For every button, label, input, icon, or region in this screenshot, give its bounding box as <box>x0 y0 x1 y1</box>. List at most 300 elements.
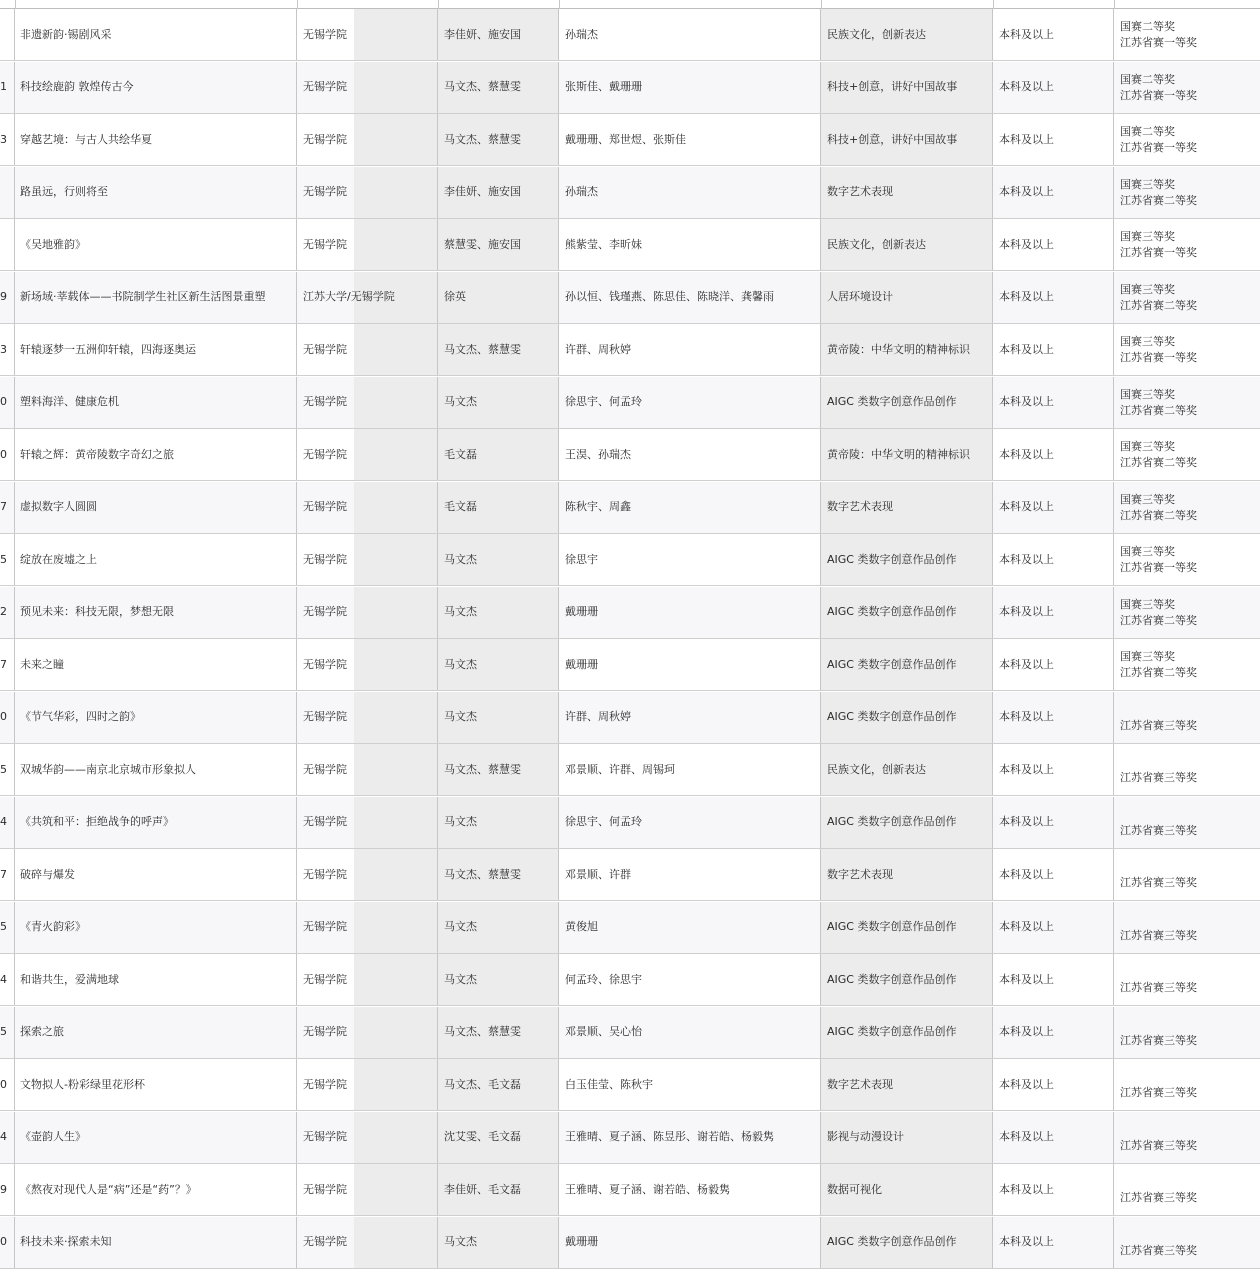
education-level: 本科及以上 <box>999 1025 1054 1038</box>
student-authors: 孙瑞杰 <box>565 185 598 198</box>
competition-category: 科技+创意，讲好中国故事 <box>827 80 958 93</box>
student-authors: 黄俊旭 <box>565 920 598 933</box>
provincial-award: 江苏省赛二等奖 <box>1120 403 1197 417</box>
school-cell <box>297 954 438 1005</box>
education-level: 本科及以上 <box>999 552 1054 566</box>
competition-category-cell <box>821 9 993 60</box>
advisor-teachers-cell <box>438 639 559 690</box>
school: 无锡学院 <box>303 80 347 93</box>
provincial-award: 江苏省赛二等奖 <box>1120 613 1197 627</box>
student-authors-cell <box>559 1007 821 1058</box>
student-authors: 徐思宇、何孟玲 <box>565 815 642 828</box>
competition-category: 数字艺术表现 <box>827 185 893 198</box>
education-level-cell <box>993 167 1114 218</box>
student-authors: 王雅晴、夏子涵、谢若皓、杨毅隽 <box>565 1182 730 1196</box>
competition-category: 科技+创意，讲好中国故事 <box>827 132 958 146</box>
provincial-award: 江苏省赛二等奖 <box>1120 193 1197 207</box>
national-award <box>1120 1017 1260 1033</box>
student-authors: 邓景顺、吴心怡 <box>565 1025 642 1038</box>
education-level: 本科及以上 <box>999 762 1054 776</box>
provincial-award: 江苏省赛三等奖 <box>1120 876 1197 889</box>
competition-category: 数据可视化 <box>827 1182 882 1196</box>
table-row <box>0 9 1260 61</box>
student-authors: 许群、周秋婷 <box>565 710 631 723</box>
education-level: 本科及以上 <box>999 815 1054 828</box>
competition-category-cell <box>821 429 993 480</box>
school-cell <box>297 534 438 585</box>
award-cell <box>1114 1059 1260 1110</box>
competition-category-cell <box>821 62 993 113</box>
school-cell <box>297 429 438 480</box>
award-cell <box>1114 954 1260 1005</box>
education-level-cell <box>993 9 1114 60</box>
advisor-teachers: 蔡慧雯、施安国 <box>444 237 521 251</box>
education-level: 本科及以上 <box>999 867 1054 881</box>
row-number-cell <box>0 9 15 60</box>
student-authors: 张斯佳、戴珊珊 <box>565 80 642 93</box>
national-award <box>1120 964 1260 980</box>
provincial-award: 江苏省赛三等奖 <box>1120 1033 1197 1047</box>
work-title: 未来之瞳 <box>20 657 64 671</box>
student-authors-cell <box>559 1217 821 1268</box>
education-level-cell <box>993 639 1114 690</box>
school: 无锡学院 <box>303 447 347 461</box>
student-authors: 戴珊珊 <box>565 605 598 618</box>
work-title: 《共筑和平：拒绝战争的呼声》 <box>20 815 174 828</box>
work-title-cell <box>15 1217 297 1268</box>
row-number-cell <box>0 219 15 270</box>
competition-category: AIGC 类数字创意作品创作 <box>827 815 957 828</box>
table-row <box>0 62 1260 114</box>
table-row <box>0 219 1260 271</box>
school-cell <box>297 167 438 218</box>
advisor-teachers: 李佳妍、施安国 <box>444 185 521 198</box>
award-cell <box>1114 9 1260 60</box>
work-title: 探索之旅 <box>20 1025 64 1038</box>
provincial-award: 江苏省赛三等奖 <box>1120 1243 1197 1257</box>
row-number-cell <box>0 377 15 428</box>
award-cell <box>1114 849 1260 900</box>
student-authors-cell <box>559 272 821 323</box>
student-authors-cell <box>559 429 821 480</box>
competition-category: AIGC 类数字创意作品创作 <box>827 395 957 408</box>
education-level-cell <box>993 692 1114 743</box>
provincial-award: 江苏省赛三等奖 <box>1120 1191 1197 1204</box>
education-level-cell <box>993 587 1114 638</box>
student-authors-cell <box>559 639 821 690</box>
competition-category: AIGC 类数字创意作品创作 <box>827 605 957 618</box>
provincial-award: 江苏省赛一等奖 <box>1120 88 1197 102</box>
competition-category-cell <box>821 797 993 848</box>
advisor-teachers-cell <box>438 377 559 428</box>
education-level: 本科及以上 <box>999 605 1054 618</box>
row-number-cell <box>0 167 15 218</box>
education-level: 本科及以上 <box>999 27 1054 41</box>
table-row <box>0 272 1260 324</box>
work-title: 轩辕逐梦一五洲仰轩辕，四海逐奥运 <box>20 342 196 356</box>
national-award: 国赛二等奖 <box>1120 20 1175 33</box>
student-authors-cell <box>559 167 821 218</box>
student-authors-cell <box>559 954 821 1005</box>
work-title-cell <box>15 744 297 795</box>
work-title: 虚拟数字人圆圆 <box>20 500 97 513</box>
competition-category: 黄帝陵：中华文明的精神标识 <box>827 342 970 356</box>
advisor-teachers: 马文杰 <box>444 710 477 723</box>
row-number: 5 <box>0 920 7 933</box>
competition-category-cell <box>821 1007 993 1058</box>
competition-category-cell <box>821 692 993 743</box>
student-authors-cell <box>559 849 821 900</box>
competition-category-cell <box>821 324 993 375</box>
work-title-cell <box>15 429 297 480</box>
table-row <box>0 692 1260 744</box>
work-title: 科技未来·探索未知 <box>20 1235 112 1248</box>
competition-category: 影视与动漫设计 <box>827 1130 904 1143</box>
student-authors: 戴珊珊 <box>565 657 598 671</box>
table-row <box>0 797 1260 849</box>
competition-category-cell <box>821 167 993 218</box>
school: 无锡学院 <box>303 762 347 776</box>
advisor-teachers: 李佳妍、毛文磊 <box>444 1182 521 1196</box>
national-award <box>1120 754 1260 770</box>
row-number: 4 <box>0 815 7 828</box>
education-level: 本科及以上 <box>999 657 1054 671</box>
advisor-teachers-cell <box>438 587 559 638</box>
competition-category-cell <box>821 272 993 323</box>
student-authors-cell <box>559 62 821 113</box>
advisor-teachers: 毛文磊 <box>444 447 477 461</box>
award-cell <box>1114 534 1260 585</box>
advisor-teachers: 马文杰 <box>444 815 477 828</box>
school-cell <box>297 902 438 953</box>
advisor-teachers: 马文杰 <box>444 605 477 618</box>
provincial-award: 江苏省赛一等奖 <box>1120 246 1197 259</box>
student-authors-cell <box>559 1164 821 1215</box>
school: 无锡学院 <box>303 237 347 251</box>
school-cell <box>297 587 438 638</box>
student-authors-cell <box>559 797 821 848</box>
competition-category: 民族文化，创新表达 <box>827 237 926 251</box>
work-title-cell <box>15 219 297 270</box>
row-number-cell <box>0 692 15 743</box>
provincial-award: 江苏省赛三等奖 <box>1120 981 1197 994</box>
education-level-cell <box>993 797 1114 848</box>
student-authors: 戴珊珊、郑世煜、张斯佳 <box>565 132 686 146</box>
national-award <box>1120 702 1260 718</box>
award-cell <box>1114 1112 1260 1163</box>
award-cell <box>1114 429 1260 480</box>
school-cell <box>297 1217 438 1268</box>
education-level: 本科及以上 <box>999 1130 1054 1143</box>
work-title-cell <box>15 9 297 60</box>
school: 无锡学院 <box>303 1077 347 1091</box>
advisor-teachers: 徐英 <box>444 290 466 303</box>
education-level: 本科及以上 <box>999 395 1054 408</box>
school-cell <box>297 62 438 113</box>
school-cell <box>297 377 438 428</box>
row-number: 0 <box>0 395 7 408</box>
competition-category-cell <box>821 849 993 900</box>
award-cell <box>1114 902 1260 953</box>
student-authors-cell <box>559 9 821 60</box>
table-row <box>0 1112 1260 1164</box>
work-title-cell <box>15 692 297 743</box>
school: 无锡学院 <box>303 27 347 41</box>
award-cell <box>1114 1164 1260 1215</box>
competition-category-cell <box>821 219 993 270</box>
work-title-cell <box>15 534 297 585</box>
award-cell <box>1114 272 1260 323</box>
advisor-teachers-cell <box>438 1007 559 1058</box>
work-title: 《壶韵人生》 <box>20 1130 86 1143</box>
row-number: 3 <box>0 342 7 356</box>
work-title: 科技绘鹿韵 敦煌传古今 <box>20 80 134 93</box>
row-number: 7 <box>0 657 7 671</box>
advisor-teachers: 马文杰 <box>444 657 477 671</box>
table-row <box>0 744 1260 796</box>
table-row <box>0 1217 1260 1269</box>
advisor-teachers: 马文杰、毛文磊 <box>444 1077 521 1091</box>
advisor-teachers-cell <box>438 482 559 533</box>
education-level-cell <box>993 482 1114 533</box>
education-level: 本科及以上 <box>999 920 1054 933</box>
row-number: 3 <box>0 132 7 146</box>
competition-category: AIGC 类数字创意作品创作 <box>827 710 957 723</box>
student-authors-cell <box>559 534 821 585</box>
competition-category-cell <box>821 1164 993 1215</box>
competition-category-cell <box>821 954 993 1005</box>
school: 无锡学院 <box>303 710 347 723</box>
work-title: 双城华韵——南京北京城市形象拟人 <box>20 762 196 776</box>
school: 无锡学院 <box>303 605 347 618</box>
national-award: 国赛三等奖 <box>1120 177 1175 191</box>
education-level: 本科及以上 <box>999 132 1054 146</box>
advisor-teachers-cell <box>438 797 559 848</box>
work-title-cell <box>15 954 297 1005</box>
row-number-cell <box>0 849 15 900</box>
competition-category-cell <box>821 534 993 585</box>
table-row <box>0 534 1260 586</box>
student-authors: 许群、周秋婷 <box>565 342 631 356</box>
student-authors-cell <box>559 377 821 428</box>
advisor-teachers: 马文杰、蔡慧雯 <box>444 867 521 881</box>
student-authors: 戴珊珊 <box>565 1235 598 1248</box>
table-row <box>0 587 1260 639</box>
row-number-cell <box>0 272 15 323</box>
competition-category-cell <box>821 639 993 690</box>
competition-category: AIGC 类数字创意作品创作 <box>827 1235 957 1248</box>
award-cell <box>1114 744 1260 795</box>
work-title: 穿越艺境：与古人共绘华夏 <box>20 132 152 146</box>
national-award <box>1120 1227 1260 1243</box>
student-authors: 王淏、孙瑞杰 <box>565 447 631 461</box>
advisor-teachers-cell <box>438 114 559 165</box>
student-authors-cell <box>559 324 821 375</box>
row-number: 4 <box>0 1130 7 1143</box>
row-number: 5 <box>0 552 7 566</box>
education-level: 本科及以上 <box>999 447 1054 461</box>
education-level-cell <box>993 1112 1114 1163</box>
award-cell <box>1114 587 1260 638</box>
school-cell <box>297 272 438 323</box>
education-level: 本科及以上 <box>999 710 1054 723</box>
advisor-teachers-cell <box>438 9 559 60</box>
row-number: 9 <box>0 290 7 303</box>
national-award: 国赛三等奖 <box>1120 282 1175 296</box>
education-level: 本科及以上 <box>999 342 1054 356</box>
national-award: 国赛三等奖 <box>1120 335 1175 348</box>
advisor-teachers-cell <box>438 534 559 585</box>
education-level-cell <box>993 377 1114 428</box>
competition-category: AIGC 类数字创意作品创作 <box>827 1025 957 1038</box>
provincial-award: 江苏省赛三等奖 <box>1120 1138 1197 1152</box>
education-level-cell <box>993 849 1114 900</box>
school: 无锡学院 <box>303 815 347 828</box>
table-row <box>0 902 1260 954</box>
advisor-teachers: 马文杰 <box>444 395 477 408</box>
competition-category-cell <box>821 377 993 428</box>
student-authors-cell <box>559 902 821 953</box>
row-number-cell <box>0 744 15 795</box>
row-number-cell <box>0 1112 15 1163</box>
education-level: 本科及以上 <box>999 500 1054 513</box>
advisor-teachers-cell <box>438 744 559 795</box>
school: 无锡学院 <box>303 867 347 881</box>
advisor-teachers: 马文杰、蔡慧雯 <box>444 762 521 776</box>
row-number: 7 <box>0 867 7 881</box>
student-authors-cell <box>559 692 821 743</box>
education-level-cell <box>993 62 1114 113</box>
student-authors: 王雅晴、夏子涵、陈昱彤、谢若皓、杨毅隽 <box>565 1130 774 1143</box>
student-authors-cell <box>559 482 821 533</box>
national-award: 国赛三等奖 <box>1120 440 1175 453</box>
provincial-award: 江苏省赛二等奖 <box>1120 508 1197 522</box>
education-level-cell <box>993 272 1114 323</box>
competition-category: 数字艺术表现 <box>827 867 893 881</box>
advisor-teachers: 马文杰、蔡慧雯 <box>444 342 521 356</box>
competition-category: AIGC 类数字创意作品创作 <box>827 972 957 986</box>
student-authors: 陈秋宇、周鑫 <box>565 500 631 513</box>
table-row <box>0 114 1260 166</box>
competition-category: 数字艺术表现 <box>827 500 893 513</box>
work-title-cell <box>15 902 297 953</box>
row-number-cell <box>0 954 15 1005</box>
competition-category: AIGC 类数字创意作品创作 <box>827 920 957 933</box>
student-authors-cell <box>559 744 821 795</box>
education-level-cell <box>993 324 1114 375</box>
work-title: 破碎与爆发 <box>20 867 75 881</box>
national-award: 国赛二等奖 <box>1120 125 1175 138</box>
student-authors: 徐思宇 <box>565 552 598 566</box>
competition-category: 民族文化，创新表达 <box>827 762 926 776</box>
row-number: 2 <box>0 605 7 618</box>
national-award <box>1120 1174 1260 1190</box>
table-row <box>0 429 1260 481</box>
national-award <box>1120 1122 1260 1138</box>
student-authors: 孙以恒、钱瑾燕、陈思佳、陈晓洋、龚馨雨 <box>565 290 774 303</box>
school-cell <box>297 482 438 533</box>
education-level: 本科及以上 <box>999 290 1054 303</box>
advisor-teachers: 马文杰、蔡慧雯 <box>444 132 521 146</box>
provincial-award: 江苏省赛三等奖 <box>1120 771 1197 784</box>
award-cell <box>1114 62 1260 113</box>
school: 无锡学院 <box>303 920 347 933</box>
work-title: 和谐共生，爱满地球 <box>20 972 119 986</box>
competition-category-cell <box>821 744 993 795</box>
table-row <box>0 324 1260 376</box>
school: 江苏大学/无锡学院 <box>303 290 395 303</box>
school-cell <box>297 1059 438 1110</box>
advisor-teachers-cell <box>438 692 559 743</box>
competition-category-cell <box>821 1112 993 1163</box>
table-row <box>0 482 1260 534</box>
advisor-teachers-cell <box>438 849 559 900</box>
work-title: 轩辕之辉：黄帝陵数字奇幻之旅 <box>20 447 174 461</box>
row-number: 1 <box>0 80 7 93</box>
advisor-teachers: 马文杰 <box>444 972 477 986</box>
row-number: 7 <box>0 500 7 513</box>
award-cell <box>1114 639 1260 690</box>
table-row <box>0 1059 1260 1111</box>
student-authors: 熊紫莹、李昕妹 <box>565 237 642 251</box>
education-level-cell <box>993 1164 1114 1215</box>
row-number-cell <box>0 1164 15 1215</box>
provincial-award: 江苏省赛一等奖 <box>1120 351 1197 364</box>
award-cell <box>1114 219 1260 270</box>
advisor-teachers-cell <box>438 324 559 375</box>
award-cell <box>1114 114 1260 165</box>
student-authors-cell <box>559 114 821 165</box>
student-authors-cell <box>559 587 821 638</box>
row-number: 9 <box>0 1182 7 1196</box>
table-row <box>0 1164 1260 1216</box>
competition-category-cell <box>821 114 993 165</box>
row-number-cell <box>0 797 15 848</box>
competition-category: 人居环境设计 <box>827 290 893 303</box>
education-level-cell <box>993 954 1114 1005</box>
national-award: 国赛三等奖 <box>1120 650 1175 663</box>
work-title: 绽放在废墟之上 <box>20 552 97 566</box>
competition-category: 民族文化，创新表达 <box>827 27 926 41</box>
advisor-teachers: 李佳妍、施安国 <box>444 27 521 41</box>
school-cell <box>297 1007 438 1058</box>
national-award: 国赛三等奖 <box>1120 597 1175 611</box>
student-authors: 邓景顺、许群、周锡珂 <box>565 762 675 776</box>
school: 无锡学院 <box>303 1025 347 1038</box>
national-award: 国赛三等奖 <box>1120 230 1175 243</box>
national-award <box>1120 1069 1260 1085</box>
school: 无锡学院 <box>303 972 347 986</box>
student-authors-cell <box>559 1059 821 1110</box>
provincial-award: 江苏省赛二等奖 <box>1120 666 1197 679</box>
provincial-award: 江苏省赛一等奖 <box>1120 141 1197 154</box>
table-row <box>0 849 1260 901</box>
national-award <box>1120 912 1260 928</box>
student-authors: 白玉佳莹、陈秋宇 <box>565 1077 653 1091</box>
school: 无锡学院 <box>303 1130 347 1143</box>
work-title-cell <box>15 587 297 638</box>
advisor-teachers: 毛文磊 <box>444 500 477 513</box>
advisor-teachers: 马文杰、蔡慧雯 <box>444 1025 521 1038</box>
advisor-teachers-cell <box>438 167 559 218</box>
work-title: 《青火韵彩》 <box>20 920 86 933</box>
advisor-teachers-cell <box>438 954 559 1005</box>
table-row <box>0 954 1260 1006</box>
school-cell <box>297 324 438 375</box>
school: 无锡学院 <box>303 342 347 356</box>
competition-category: 数字艺术表现 <box>827 1077 893 1091</box>
education-level: 本科及以上 <box>999 972 1054 986</box>
